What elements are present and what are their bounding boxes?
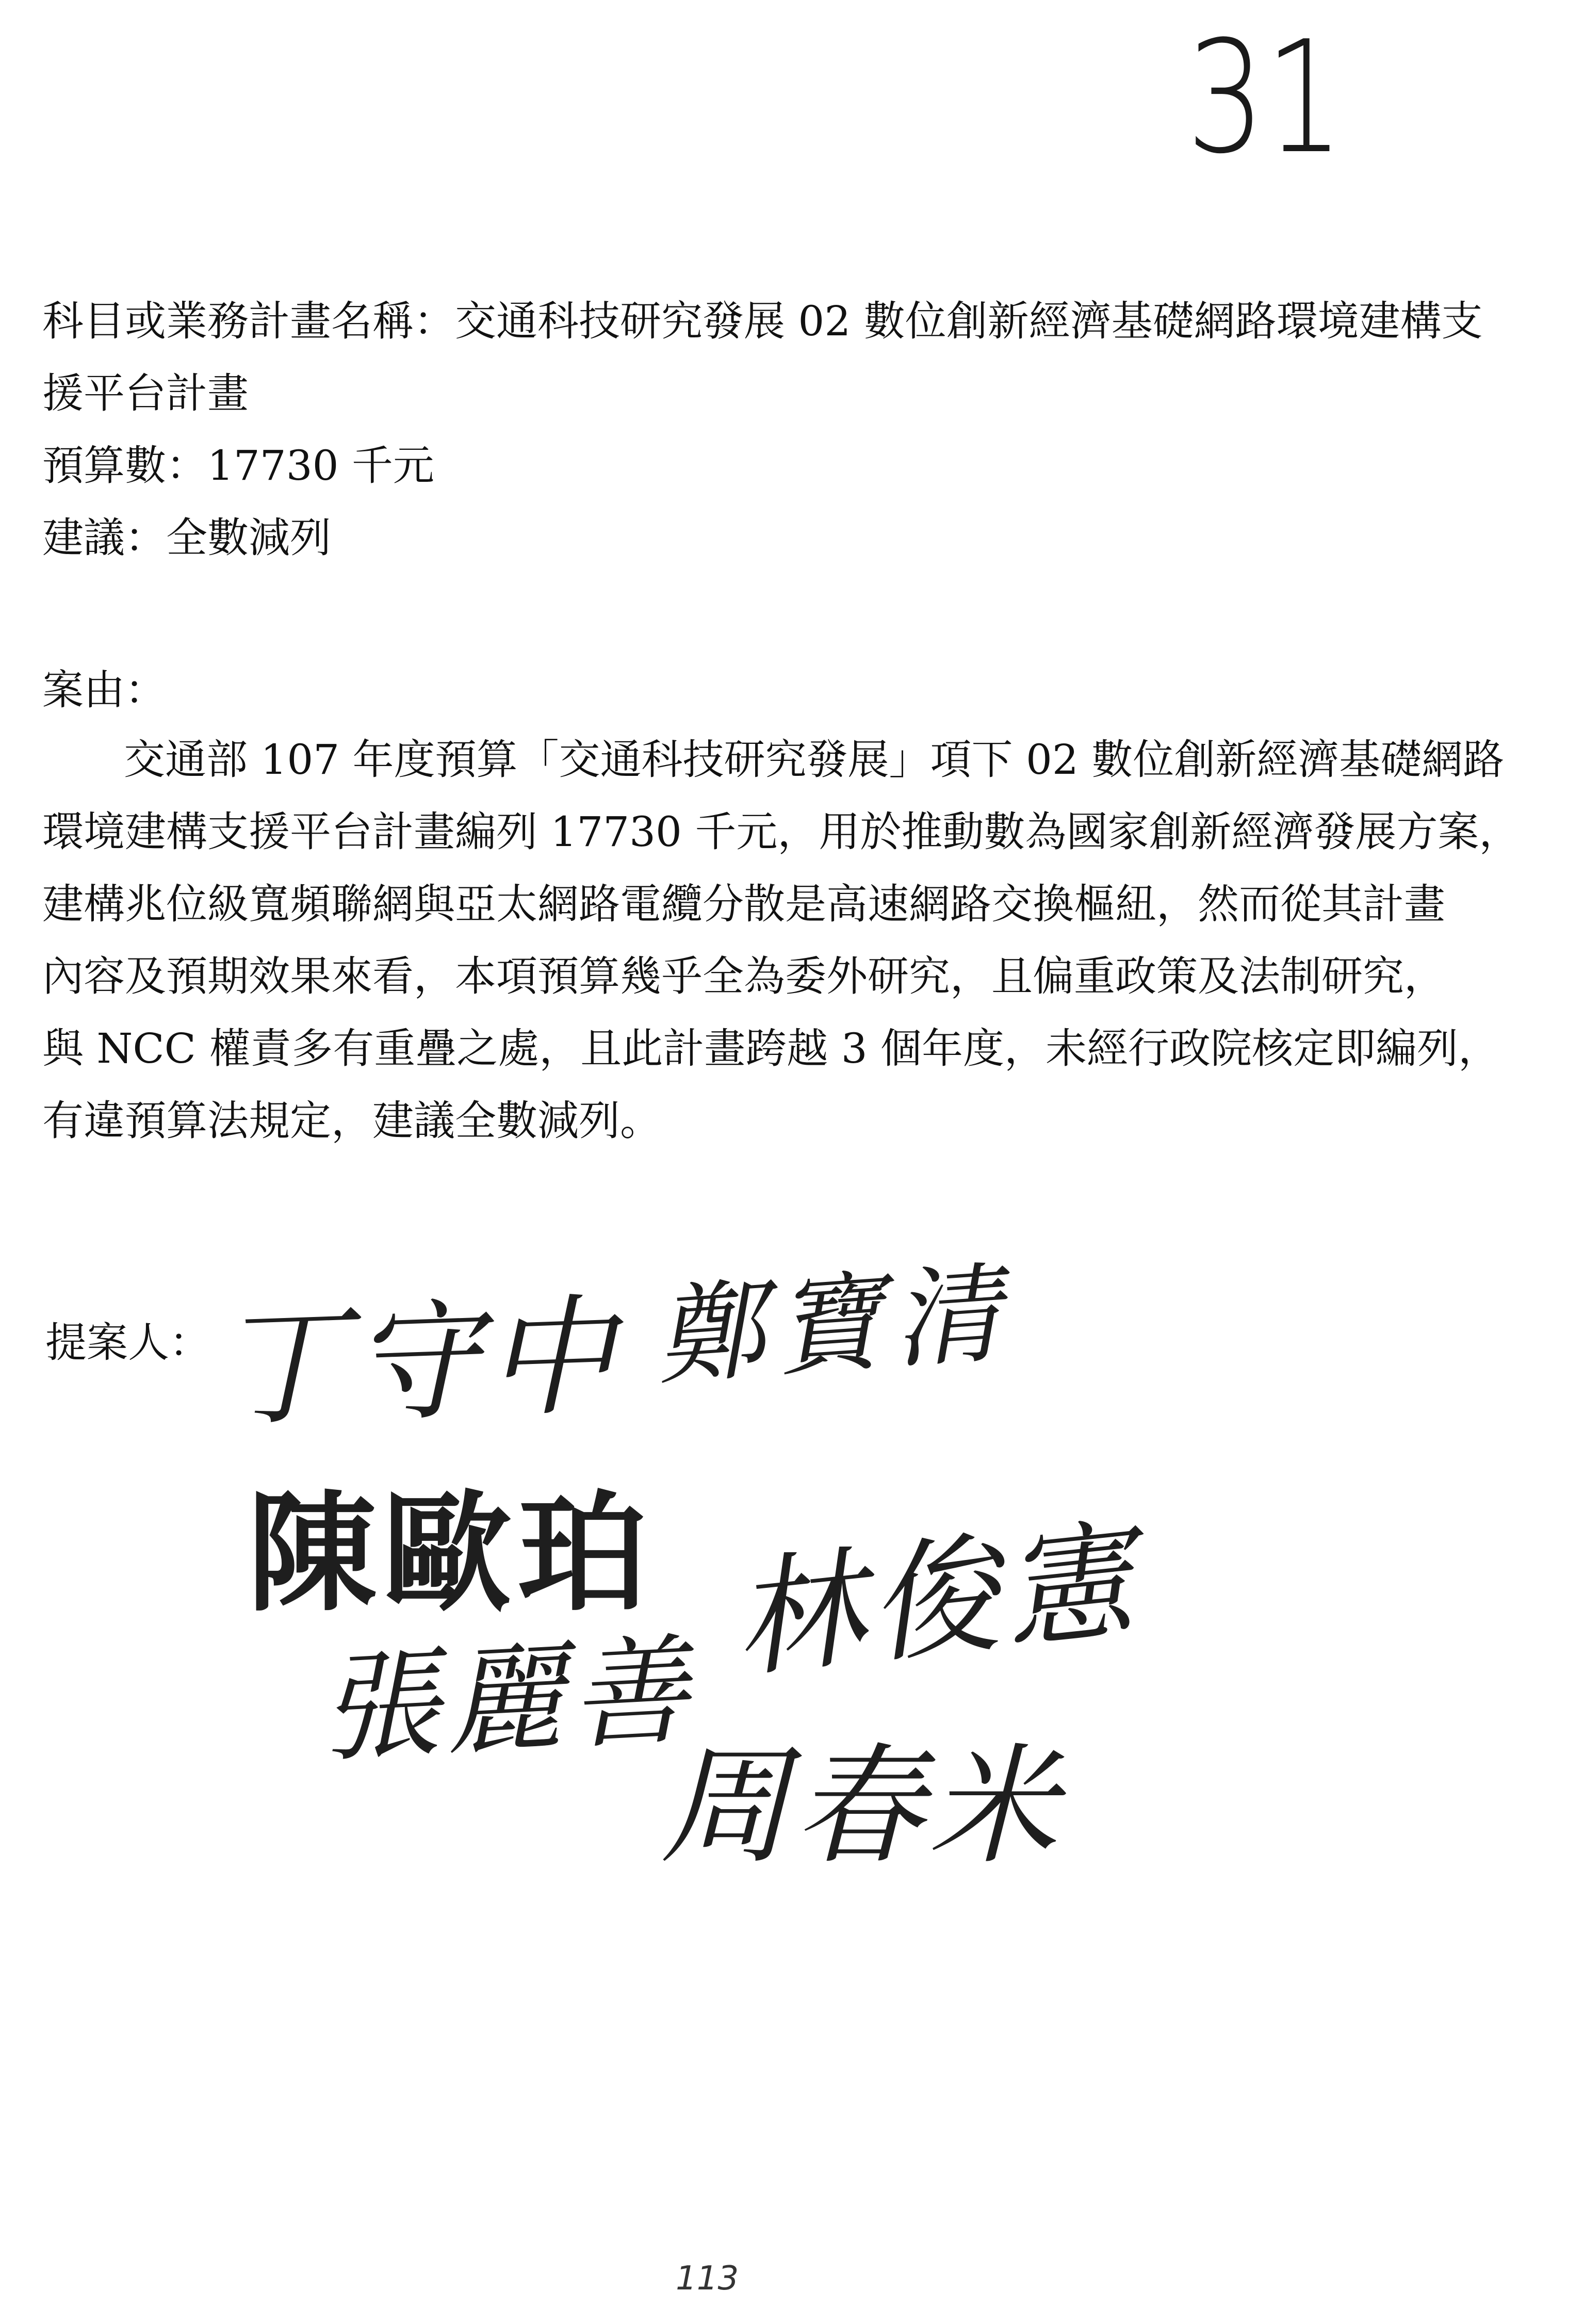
reason-line-6: 有違預算法規定，建議全數減列。 bbox=[42, 1097, 661, 1145]
footer-page-number: 113 bbox=[676, 2260, 739, 2298]
reason-line-2: 環境建構支援平台計畫編列 17730 千元，用於推動數為國家創新經濟發展方案， bbox=[42, 808, 1521, 856]
reason-line-5: 與 NCC 權責多有重疊之處，且此計畫跨越 3 個年度，未經行政院核定即編列， bbox=[42, 1025, 1500, 1072]
proposal-line: 建議：全數減列 bbox=[42, 514, 331, 562]
reason-line-1: 交通部 107 年度預算「交通科技研究發展」項下 02 數位創新經濟基礎網路 bbox=[124, 736, 1505, 784]
subject-line-2: 援平台計畫 bbox=[42, 369, 249, 417]
reason-label: 案由： bbox=[42, 666, 166, 714]
budget-line: 預算數：17730 千元 bbox=[42, 442, 434, 490]
signature-4: 林俊憲 bbox=[727, 1504, 1146, 1696]
proposers-label: 提案人： bbox=[45, 1319, 210, 1367]
signature-1: 丁守中 bbox=[214, 1280, 622, 1445]
signature-5: 張麗善 bbox=[317, 1622, 698, 1779]
signature-2: 鄭寶清 bbox=[651, 1249, 1016, 1401]
signature-3: 陳歐珀 bbox=[248, 1477, 653, 1629]
reason-line-3: 建構兆位級寬頻聯網與亞太網路電纜分散是高速網路交換樞紐，然而從其計畫 bbox=[42, 880, 1445, 928]
signature-6: 周春米 bbox=[660, 1731, 1063, 1881]
subject-line-1: 科目或業務計畫名稱：交通科技研究發展 02 數位創新經濟基礎網路環境建構支 bbox=[42, 297, 1483, 345]
reason-line-4: 內容及預期效果來看，本項預算幾乎全為委外研究，且偏重政策及法制研究， bbox=[42, 952, 1445, 1000]
page-number: 31 bbox=[1186, 8, 1344, 188]
